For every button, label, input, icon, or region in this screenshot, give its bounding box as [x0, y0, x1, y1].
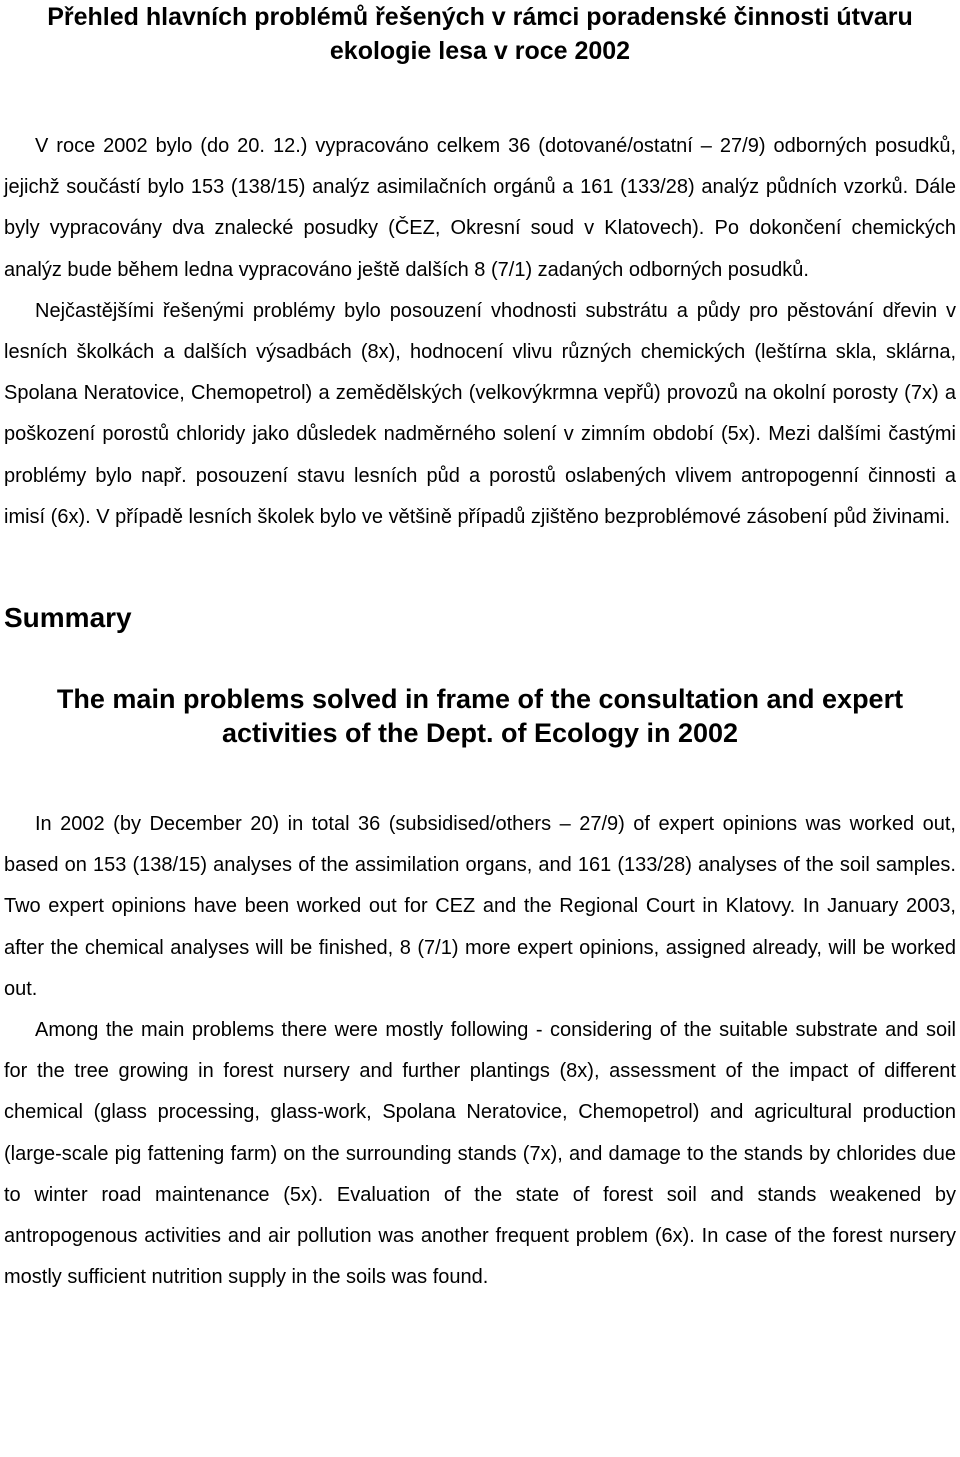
summary-heading: Summary [4, 602, 132, 634]
document-page [4, 0, 956, 1298]
czech-paragraph-2: Nejčastějšími řešenými problémy bylo posouzení vhodnosti substrátu a půdy pro pěstování dřevin v lesních školkách a dalších výsadbách (8x), hodnocení vlivu různých chemických (leštírna skla, sklárna, Spolana Neratovice, Chemopetrol) a zemědělských (velkovýkrmna vepřů) provozů na okolní porosty (7x) a poškození porostů chloridy jako důsledek nadměrného solení v zimním období (5x). Mezi dalšími častými problémy bylo např. posouzení stavu lesních půd a porostů oslabených vlivem antropogenní činnosti a imisí (6x). V případě lesních školek bylo ve většině případů zjištěno bezproblémové zásobení půd živinami. [4, 299, 956, 528]
summary-paragraph-2: Among the main problems there were mostly following - considering of the suitable substrate and soil for the tree growing in forest nursery and further plantings (8x), assessment of the impact of different chemical (glass processing, glass-work, Spolana Neratovice, Chemopetrol) and agricultural production (large-scale pig fattening farm) on the surrounding stands (7x), and damage to the stands by chlorides due to winter road maintenance (5x). Evaluation of the state of forest soil and stands weakened by antropogenous activities and air pollution was another frequent problem (6x). In case of the forest nursery mostly sufficient nutrition supply in the soils was found. [4, 1019, 956, 1289]
summary-paragraph-1: In 2002 (by December 20) in total 36 (subsidised/others – 27/9) of expert opinions was worked out, based on 153 (138/15) analyses of the assimilation organs, and 161 (133/28) analyses of the soil samples. Two expert opinions have been worked out for CEZ and the Regional Court in Klatovy. In January 2003, after the chemical analyses will be finished, 8 (7/1) more expert opinions, assigned already, will be worked out. [4, 813, 956, 1000]
summary-title: The main problems solved in frame of the consultation and expert activities of the Dept. of Ecology in 2002 [56, 684, 904, 749]
czech-paragraph-1: V roce 2002 bylo (do 20. 12.) vypracováno celkem 36 (dotované/ostatní – 27/9) odborných posudků, jejichž součástí bylo 153 (138/15) analýz asimilačních orgánů a 161 (133/28) analýz půdních vzorků. Dále byly vypracovány dva znalecké posudky (ČEZ, Okresní soud v Klatovech). Po dokončení chemických analýz bude během ledna vypracováno ještě dalších 8 (7/1) zadaných odborných posudků. [4, 135, 956, 281]
czech-title: Přehled hlavních problémů řešených v rámci poradenské činnosti útvaru ekologie lesa v roce 2002 [47, 3, 913, 65]
